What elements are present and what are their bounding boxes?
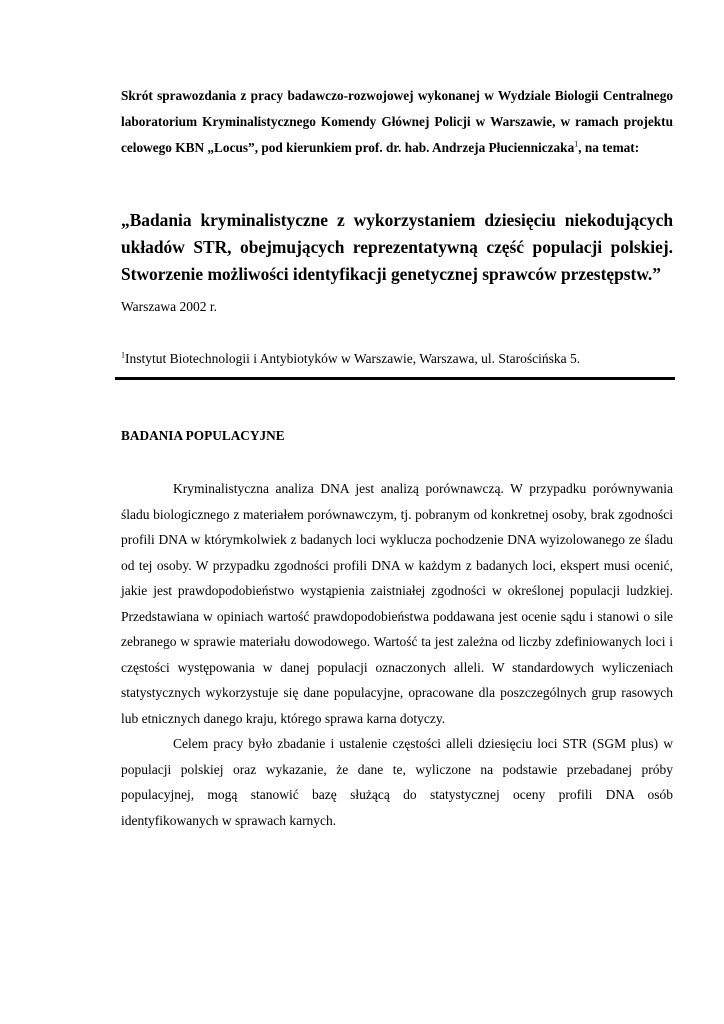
report-intro-suffix: , na temat: <box>578 140 640 155</box>
affiliation-text: Instytut Biotechnologii i Antybiotyków w Warszawie, Warszawa, ul. Starościńska 5. <box>125 351 581 366</box>
body-paragraph: Celem pracy było zbadanie i ustalenie częstości alleli dziesięciu loci STR (SGM plus) w populacji polskiej oraz wykazanie, że dane te, wyliczone na podstawie przebadanej próby populacyjnej, mogą stanowić bazę służącą do statystycznej oceny profili DNA osób identyfikowanych w sprawach karnych. <box>121 736 673 828</box>
section-heading: BADANIA POPULACYJNE <box>121 428 285 443</box>
place-date: Warszawa 2002 r. <box>121 299 218 314</box>
horizontal-rule <box>115 377 675 380</box>
project-title: „Badania kryminalistyczne z wykorzystaniem dziesięciu niekodujących układów STR, obejmujących reprezentatywną część populacji polskiej. Stworzenie możliwości identyfikacji genetycznej sprawców przestępstw.” <box>121 210 673 284</box>
affiliation-marker: 1 <box>121 350 125 360</box>
footnote-reference: 1 <box>574 139 579 149</box>
report-intro-text: Skrót sprawozdania z pracy badawczo-rozwojowej wykonanej w Wydziale Biologii Centralnego laboratorium Kryminalistycznego Komendy Głównej Policji w Warszawie, w ramach projektu celowego KBN „Locus”, pod kierunkiem prof. dr. hab. Andrzeja Płucienniczaka <box>121 88 673 155</box>
affiliation-footnote <box>121 349 580 369</box>
report-intro <box>121 83 673 161</box>
section-body <box>121 476 673 833</box>
body-paragraph: Kryminalistyczna analiza DNA jest analizą porównawczą. W przypadku porównywania śladu biologicznego z materiałem porównawczym, tj. pobranym od konkretnej osoby, brak zgodności profili DNA w którymkolwiek z badanych loci wyklucza pochodzenie DNA wyizolowanego ze śladu od tej osoby. W przypadku zgodności profili DNA w każdym z badanych loci, ekspert musi ocenić, jakie jest prawdopodobieństwo wystąpienia zaistniałej zgodności w określonej populacji ludzkiej. Przedstawiana w opiniach wartość prawdopodobieństwa poddawana jest ocenie sądu i stanowi o sile zebranego w sprawie materiału dowodowego. Wartość ta jest zależna od liczby zdefiniowanych loci i częstości występowania w danej populacji oznaczonych alleli. W standardowych wyliczeniach statystycznych wykorzystuje się dane populacyjne, opracowane dla poszczególnych grup rasowych lub etnicznych danego kraju, którego sprawa karna dotyczy. <box>121 481 673 726</box>
